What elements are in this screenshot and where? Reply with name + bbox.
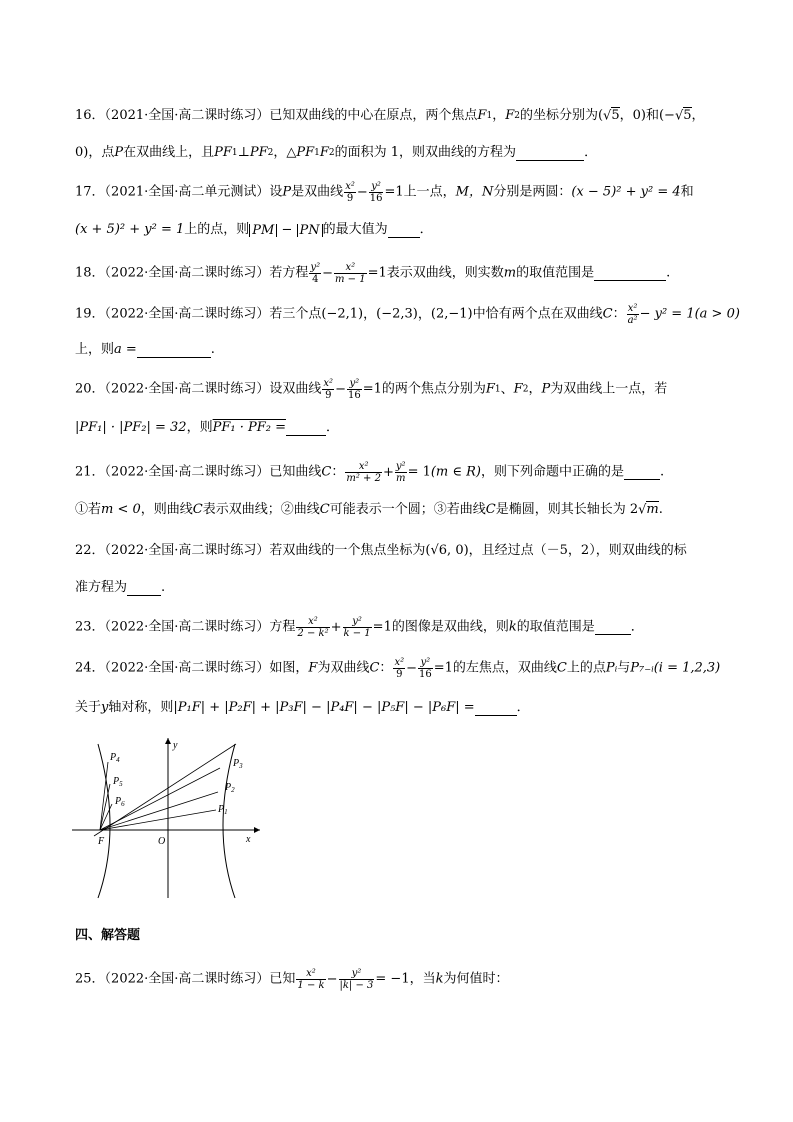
- answer-blank-24[interactable]: [475, 701, 517, 716]
- x-axis-arrow: [254, 827, 260, 833]
- answer-blank-20[interactable]: [286, 421, 326, 436]
- q19-line1: 19．（2022·全国·高二课时练习）若三个点(−2,1)，(−2,3)，(2,−1)中恰有两个点在双曲线C： $\frac{\text{x²}}{\text{a²}}$ − y² = 1(a > 0): [75, 303, 740, 326]
- label-p1: $P_1$: [218, 804, 228, 816]
- q23-line: 23．（2022·全国·高二课时练习）方程 $\frac{\text{x²}}{\text{2 − k²}}$ + $\frac{\text{y²}}{k - 1}$ =1的图像是双曲线，则k的取值范围是 ．: [75, 616, 644, 639]
- q24-line1: 24．（2022·全国·高二课时练习）如图，F为双曲线C： $\frac{\text{x²}}{9}$ − $\frac{\text{y²}}{16}$ =1的左焦点，双曲线C上的点Pᵢ与P₇₋ᵢ(i = 1,2,3): [75, 657, 721, 680]
- label-p2: $P_2$: [225, 782, 235, 794]
- y-axis-arrow: [165, 738, 171, 744]
- label-f: F: [98, 836, 105, 847]
- section-heading: 四、解答题: [75, 928, 141, 943]
- q16-line1: 16．（2021·全国·高二课时练习）已知双曲线的中心在原点，两个焦点F1，F2的坐标分别为(√5，0)和(−√5，: [75, 108, 705, 124]
- q20-line2: |PF₁| · |PF₂| = 32，则PF₁ · PF₂ = ．: [75, 420, 339, 435]
- answer-blank-19[interactable]: [137, 343, 211, 358]
- line-f-p1: [100, 810, 216, 830]
- q20-line1: 20．（2022·全国·高二课时练习）设双曲线 $\frac{\text{x²}}{9}$ − $\frac{\text{y²}}{16}$ =1的两个焦点分别为F1、F2，P为双曲线上一点，若: [75, 378, 668, 401]
- q17-line2: (x + 5)² + y² = 1上的点，则 PM − PN 的最大值为 ．: [75, 222, 433, 238]
- q21-line2: ①若m < 0，则曲线C表示双曲线；②曲线C可能表示一个圆；③若曲线C是椭圆，则其长轴长为 2√m.: [75, 502, 663, 518]
- label-p3: $P_3$: [233, 758, 243, 770]
- label-p6: $P_6$: [115, 796, 125, 808]
- label-p4: $P_4$: [110, 752, 120, 764]
- label-o: O: [158, 836, 166, 847]
- answer-blank-18[interactable]: [594, 266, 666, 281]
- q21-line1: 21．（2022·全国·高二课时练习）已知曲线C： $\frac{\text{x²}}{\text{m² + 2}}$ + $\frac{\text{y²}}{m}$ = 1(m ∈ R)，则下列命题中正确的是 .: [75, 461, 665, 484]
- label-x: x: [246, 834, 251, 845]
- answer-blank-21[interactable]: [624, 465, 660, 480]
- answer-blank-16[interactable]: [516, 146, 584, 161]
- answer-blank-23[interactable]: [595, 620, 631, 635]
- q16-line2: 0)，点P在双曲线上，且PF1⊥PF2，△PF1F2的面积为 1，则双曲线的方程为 ．: [75, 145, 598, 160]
- label-p5: $P_5$: [113, 776, 123, 788]
- answer-blank-17[interactable]: [388, 223, 420, 238]
- q18-line: 18．（2022·全国·高二课时练习）若方程 $\frac{\text{y²}}{4}$ − $\frac{\text{x²}}{m - 1}$ =1表示双曲线，则实数m的取值范围是 .: [75, 262, 671, 285]
- q24-line2: 关于y轴对称，则|P₁F| + |P₂F| + |P₃F| − |P₄F| − |P₅F| − |P₆F| = ．: [75, 700, 530, 715]
- label-y: y: [173, 740, 178, 751]
- line-f-p4: [100, 762, 108, 830]
- hyperbola-figure: [70, 732, 265, 902]
- q22-line2: 准方程为 .: [75, 580, 166, 595]
- answer-blank-22[interactable]: [127, 581, 161, 596]
- q25-line: 25．（2022·全国·高二课时练习）已知 $\frac{\text{x²}}{1 - k}$ − $\frac{\text{y²}}{|k| - 3}$ = −1，当k为何值时：: [75, 968, 509, 991]
- q19-line2: 上，则a = .: [75, 342, 215, 357]
- q22-line1: 22．（2022·全国·高二课时练习）若双曲线的一个焦点坐标为(√6, 0)，且经过点（－5，2），则双曲线的标: [75, 543, 687, 558]
- q17-line1: 17．（2021·全国·高二单元测试）设P是双曲线 $\frac{\text{x²}}{9}$ − $\frac{\text{y²}}{16}$ =1上一点，M，N分别是两圆：(x − 5)² + y² = 4和: [75, 181, 694, 204]
